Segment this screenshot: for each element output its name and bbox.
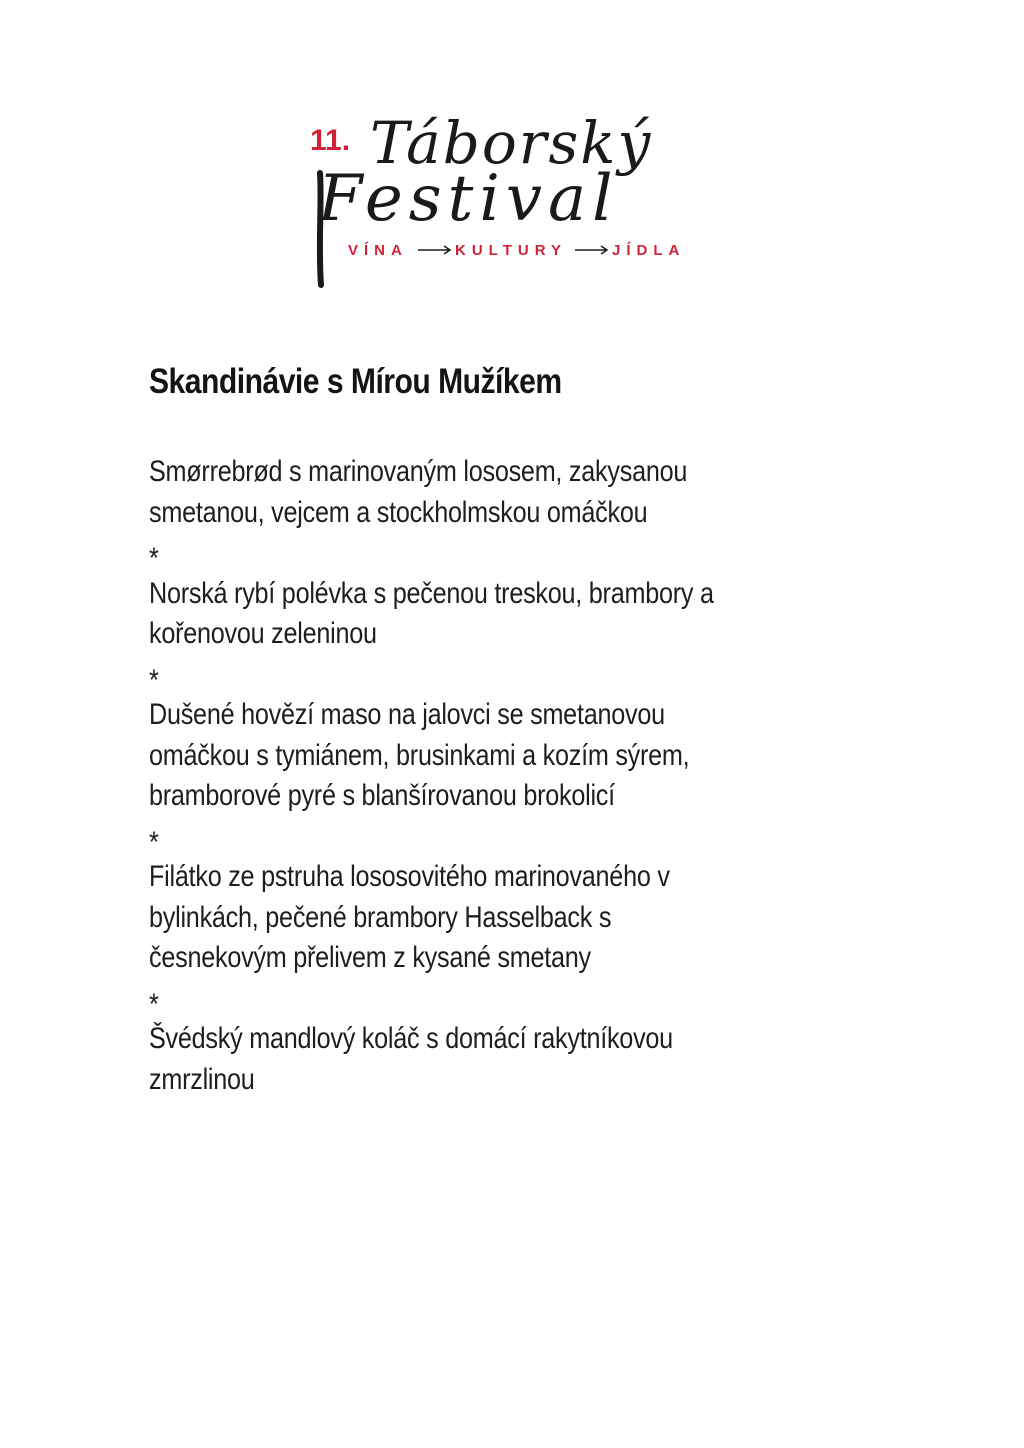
course-line: Dušené hovězí maso na jalovci se smetanovou	[149, 698, 665, 731]
festival-logo	[300, 105, 740, 295]
logo-tagline-2: KULTURY	[455, 242, 567, 259]
menu-course	[149, 695, 838, 817]
logo-edition: 11.	[310, 124, 351, 157]
menu-list	[149, 452, 969, 1100]
logo-brush-stroke	[320, 173, 321, 285]
logo-name-line1: Táborský	[370, 109, 653, 177]
arrow-icon	[575, 246, 607, 254]
menu-title: Skandinávie s Mírou Mužíkem	[149, 362, 562, 401]
course-line: Filátko ze pstruha lososovitého marinovaného v	[149, 860, 670, 893]
course-separator: *	[149, 825, 159, 859]
course-line: Švédský mandlový koláč s domácí rakytníkovou	[149, 1022, 673, 1055]
course-separator: *	[149, 542, 159, 575]
logo-tagline-3: JÍDLA	[612, 242, 686, 259]
course-line: Norská rybí polévka s pečenou treskou, brambory a	[149, 576, 714, 610]
menu-course	[149, 857, 838, 979]
course-line: česnekovým přelivem z kysané smetany	[149, 941, 591, 974]
menu-course	[149, 452, 838, 533]
menu-course	[149, 574, 838, 655]
course-line: bylinkách, pečené brambory Hasselback s	[149, 900, 612, 934]
course-separator: *	[149, 663, 159, 697]
course-line: smetanou, vejcem a stockholmskou omáčkou	[149, 495, 648, 529]
arrow-icon	[418, 246, 450, 254]
logo-name-line2: Festival	[318, 162, 619, 236]
menu-course	[149, 1019, 838, 1100]
logo-tagline-1: VÍNA	[348, 242, 408, 259]
course-line: Smørrebrød s marinovaným lososem, zakysanou	[149, 455, 688, 488]
course-line: kořenovou zeleninou	[149, 617, 377, 650]
course-line: zmrzlinou	[149, 1062, 255, 1096]
course-separator: *	[149, 987, 159, 1021]
course-line: omáčkou s tymiánem, brusinkami a kozím sýrem,	[149, 738, 690, 772]
course-line: bramborové pyré s blanšírovanou brokolicí	[149, 779, 615, 812]
